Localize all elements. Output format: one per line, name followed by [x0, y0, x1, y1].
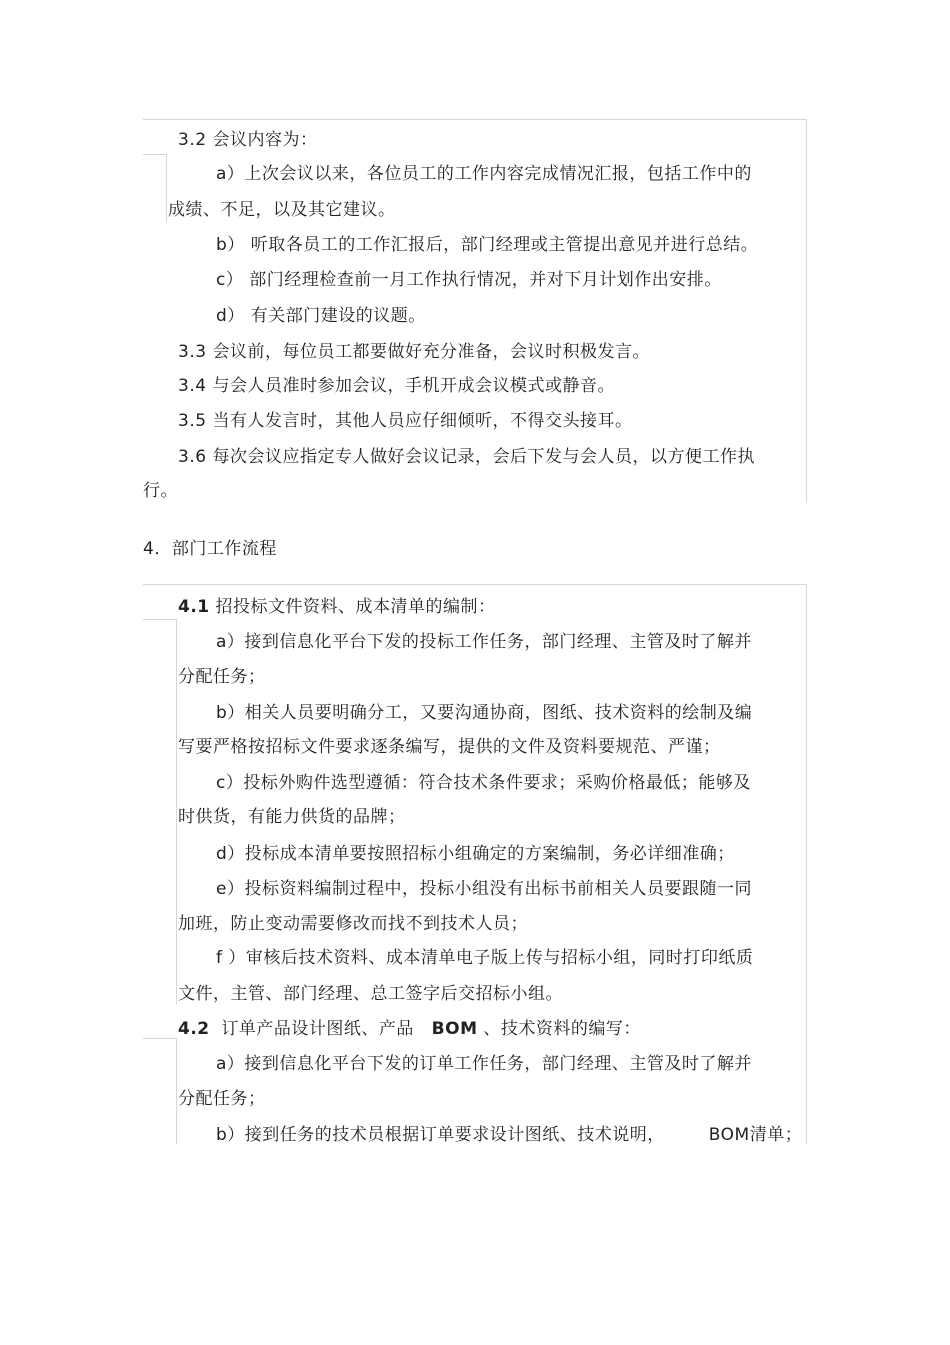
item-3-3: 3.3 会议前，每位员工都要做好充分准备，会议时积极发言。 — [178, 342, 650, 362]
item-4-2-text: 订单产品设计图纸、产品 — [209, 1019, 432, 1039]
border-right-2 — [806, 584, 807, 1144]
item-4-2-b — [216, 1124, 802, 1146]
item-4-1-number: 4.1 — [178, 597, 210, 617]
item-4-1-a: a）接到信息化平台下发的投标工作任务，部门经理、主管及时了解并 — [216, 632, 752, 652]
item-4-1-f-cont: 文件，主管、部门经理、总工签字后交招标小组。 — [178, 984, 563, 1004]
item-3-2-c: c） 部门经理检查前一月工作执行情况，并对下月计划作出安排。 — [216, 270, 722, 290]
item-3-4: 3.4 与会人员准时参加会议，手机开成会议模式或静音。 — [178, 376, 615, 396]
item-4-1-e-cont: 加班，防止变动需要修改而找不到技术人员； — [178, 914, 528, 934]
item-4-1-e: e）投标资料编制过程中，投标小组没有出标书前相关人员要跟随一同 — [216, 879, 752, 899]
item-4-1-b-cont: 写要严格按招标文件要求逐条编写，提供的文件及资料要规范、严谨； — [178, 737, 721, 757]
item-4-1 — [178, 596, 496, 618]
item-4-2-number: 4.2 — [178, 1019, 210, 1039]
border-left-1 — [166, 154, 167, 223]
item-4-2 — [178, 1018, 641, 1040]
border-step-1 — [143, 154, 167, 155]
border-top-1 — [143, 119, 806, 120]
item-4-2-a: a）接到信息化平台下发的订单工作任务，部门经理、主管及时了解并 — [216, 1054, 752, 1074]
item-4-2-b-text: b）接到任务的技术员根据订单要求设计图纸、技术说明， — [216, 1125, 665, 1145]
item-3-2: 3.2 会议内容为： — [178, 130, 318, 150]
item-4-1-a-cont: 分配任务； — [178, 667, 266, 687]
border-step-2 — [143, 619, 176, 620]
item-4-2-b-bom: BOM — [708, 1125, 750, 1145]
item-4-1-c: c）投标外购件选型遵循：符合技术条件要求；采购价格最低；能够及 — [216, 773, 751, 793]
border-right-1 — [806, 119, 807, 503]
border-top-2 — [143, 584, 806, 585]
item-3-6-cont: 行。 — [143, 481, 178, 501]
item-3-2-b: b） 听取各员工的工作汇报后，部门经理或主管提出意见并进行总结。 — [216, 235, 759, 255]
item-4-2-tail: 、技术资料的编写： — [477, 1019, 641, 1039]
item-3-2-a-cont: 成绩、不足，以及其它建议。 — [168, 200, 396, 220]
item-4-1-d: d）投标成本清单要按照招标小组确定的方案编制，务必详细准确； — [216, 844, 735, 864]
item-4-2-a-cont: 分配任务； — [178, 1089, 266, 1109]
item-3-2-a: a）上次会议以来，各位员工的工作内容完成情况汇报，包括工作中的 — [216, 164, 752, 184]
item-4-1-c-cont: 时供货，有能力供货的品牌； — [178, 807, 406, 827]
border-step-3 — [143, 1038, 176, 1039]
item-4-1-b: b）相关人员要明确分工，又要沟通协商，图纸、技术资料的绘制及编 — [216, 703, 753, 723]
item-4-1-f: f ）审核后技术资料、成本清单电子版上传与招标小组，同时打印纸质 — [216, 948, 754, 968]
border-left-2 — [176, 619, 177, 1004]
item-4-1-text: 招投标文件资料、成本清单的编制： — [209, 597, 496, 617]
item-3-2-d: d） 有关部门建设的议题。 — [216, 306, 426, 326]
item-4-2-bom: BOM — [431, 1019, 478, 1039]
item-4-2-b-tail: 清单； — [749, 1125, 803, 1145]
section-4-title: 4．部门工作流程 — [143, 539, 277, 559]
border-left-3 — [176, 1038, 177, 1144]
item-3-6: 3.6 每次会议应指定专人做好会议记录，会后下发与会人员，以方便工作执 — [178, 447, 755, 467]
item-3-5: 3.5 当有人发言时，其他人员应仔细倾听，不得交头接耳。 — [178, 411, 633, 431]
